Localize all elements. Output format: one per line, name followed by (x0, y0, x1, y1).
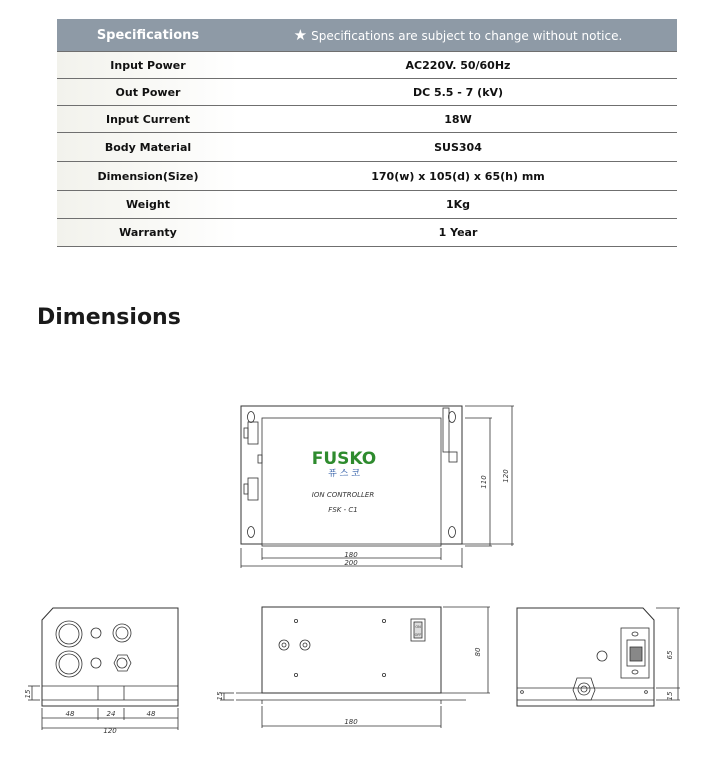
port-icon (597, 651, 607, 661)
screw-icon (279, 640, 289, 650)
spec-label: Dimension(Size) (57, 162, 239, 191)
spec-label: Body Material (57, 133, 239, 162)
spec-label: Warranty (57, 219, 239, 247)
spec-value: SUS304 (239, 133, 677, 162)
brand-logo: FUSKO (311, 449, 377, 469)
side-view-drawing (216, 607, 490, 728)
top-view-drawing (241, 406, 514, 568)
dim-label: 120 (103, 727, 117, 735)
cable-gland-icon (573, 678, 595, 700)
spec-value: AC220V. 50/60Hz (239, 52, 677, 79)
spec-header-title: Specifications (57, 19, 239, 52)
spec-label: Input Current (57, 106, 239, 133)
dim-label: 15 (216, 691, 224, 701)
hex-nut-icon (114, 655, 131, 671)
spec-value: DC 5.5 - 7 (kV) (239, 79, 677, 106)
dim-label: 180 (344, 718, 358, 726)
mount-slot-icon (449, 527, 456, 538)
dim-label: 24 (106, 710, 116, 718)
spec-value: 1 Year (239, 219, 677, 247)
screw-icon (300, 640, 310, 650)
spec-label: Input Power (57, 52, 239, 79)
mount-slot-icon (248, 412, 255, 423)
dim-label: 80 (474, 647, 482, 657)
spec-notice-text: Specifications are subject to change without notice. (311, 29, 623, 43)
port-icon (91, 658, 101, 668)
dim-label: 65 (666, 650, 674, 660)
brand-korean-text: 퓨 스 코 (328, 469, 360, 479)
connector-icon (248, 422, 258, 444)
front-view-drawing (24, 608, 178, 735)
dimensions-title: Dimensions (37, 305, 181, 330)
dim-label: 110 (480, 475, 488, 489)
spec-value: 18W (239, 106, 677, 133)
rear-view-drawing (517, 608, 680, 706)
spec-value: 1Kg (239, 191, 677, 219)
port-icon (56, 621, 82, 647)
device-model: FSK - C1 (328, 506, 358, 514)
dim-label: 180 (344, 551, 358, 559)
connector-icon (248, 478, 258, 500)
dim-label: 200 (344, 559, 358, 567)
dim-label: 15 (666, 691, 674, 701)
dim-label: 15 (24, 689, 32, 699)
device-label: ION CONTROLLER (311, 491, 375, 499)
switch-on-label: ON (415, 625, 421, 629)
dim-label: 48 (65, 710, 75, 718)
mount-slot-icon (248, 527, 255, 538)
star-icon: ★ (293, 26, 308, 44)
switch-off-label: OFF (414, 633, 422, 637)
spec-label: Weight (57, 191, 239, 219)
dim-label: 48 (146, 710, 156, 718)
port-icon (56, 651, 82, 677)
spec-label: Out Power (57, 79, 239, 106)
spec-value: 170(w) x 105(d) x 65(h) mm (239, 162, 677, 191)
mount-slot-icon (449, 412, 456, 423)
connector-icon (443, 408, 449, 452)
port-icon (91, 628, 101, 638)
dim-label: 120 (502, 469, 510, 483)
